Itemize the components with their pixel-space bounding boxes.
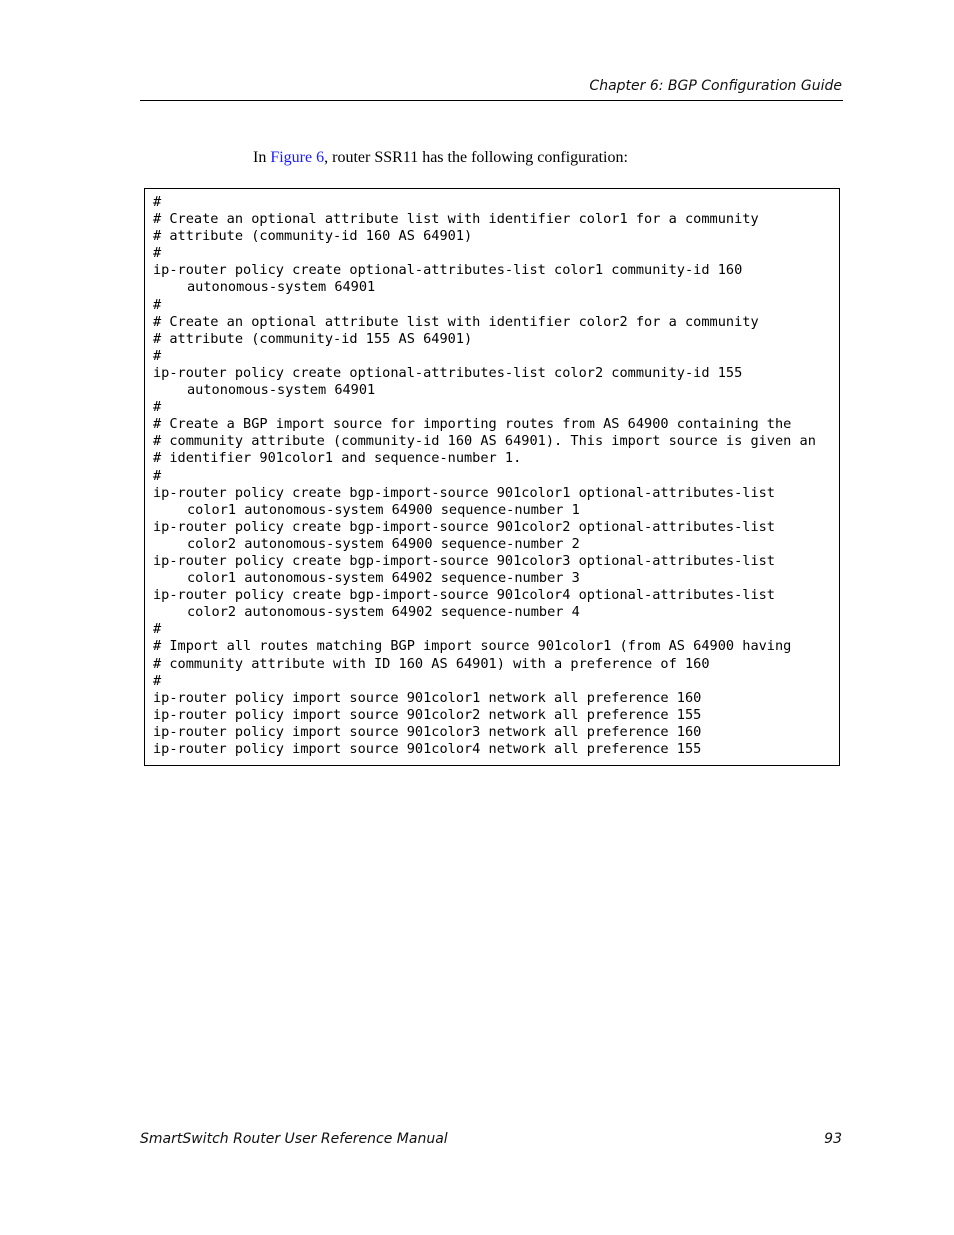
code-line: autonomous-system 64901 — [187, 279, 376, 296]
code-line: # — [153, 347, 162, 364]
code-line: # Create a BGP import source for importing routes from AS 64900 containing the — [153, 416, 792, 433]
intro-paragraph — [253, 149, 628, 167]
code-line: ip-router policy create bgp-import-source 901color3 optional-attributes-list — [153, 552, 775, 569]
code-line: ip-router policy import source 901color1 network all preference 160 — [153, 689, 702, 706]
code-block — [144, 188, 840, 766]
code-line: # community attribute (community-id 160 AS 64901). This import source is given an — [153, 433, 816, 450]
code-line: # Create an optional attribute list with identifier color2 for a community — [153, 313, 759, 330]
code-line: # — [153, 399, 162, 416]
footer-page-number: 93 — [824, 1131, 842, 1147]
code-line: # — [153, 621, 162, 638]
code-line: ip-router policy import source 901color2 network all preference 155 — [153, 706, 702, 723]
code-line: # Create an optional attribute list with identifier color1 for a community — [153, 211, 759, 228]
code-line: # attribute (community-id 155 AS 64901) — [153, 330, 473, 347]
code-line: # — [153, 467, 162, 484]
code-line: ip-router policy create optional-attributes-list color1 community-id 160 — [153, 262, 743, 279]
code-line: ip-router policy create bgp-import-source 901color4 optional-attributes-list — [153, 587, 775, 604]
code-line: # — [153, 194, 162, 210]
code-line: # attribute (community-id 160 AS 64901) — [153, 228, 473, 245]
code-line: color2 autonomous-system 64900 sequence-number 2 — [187, 535, 580, 552]
footer-manual-title: SmartSwitch Router User Reference Manual — [140, 1131, 448, 1147]
code-line: ip-router policy import source 901color3 network all preference 160 — [153, 723, 702, 740]
code-line: # — [153, 245, 162, 262]
code-line: ip-router policy create bgp-import-source 901color2 optional-attributes-list — [153, 518, 775, 535]
code-line: # community attribute with ID 160 AS 64901) with a preference of 160 — [153, 655, 710, 672]
code-line: # — [153, 296, 162, 313]
code-line: color1 autonomous-system 64902 sequence-number 3 — [187, 570, 580, 587]
code-line: ip-router policy create bgp-import-source 901color1 optional-attributes-list — [153, 484, 775, 501]
intro-prefix: In — [253, 149, 271, 166]
code-line: ip-router policy import source 901color4 network all preference 155 — [153, 741, 702, 757]
code-line: color1 autonomous-system 64900 sequence-number 1 — [187, 501, 580, 518]
code-line: # — [153, 672, 162, 689]
intro-suffix: , router SSR11 has the following configuration: — [324, 149, 628, 166]
figure-6-link[interactable]: Figure 6 — [270, 149, 325, 166]
running-header: Chapter 6: BGP Configuration Guide — [589, 78, 842, 94]
code-line: autonomous-system 64901 — [187, 382, 376, 399]
code-line: # Import all routes matching BGP import source 901color1 (from AS 64900 having — [153, 638, 792, 655]
header-rule — [140, 100, 843, 101]
code-line: color2 autonomous-system 64902 sequence-number 4 — [187, 604, 580, 621]
code-line: ip-router policy create optional-attributes-list color2 community-id 155 — [153, 364, 743, 381]
code-line: # identifier 901color1 and sequence-number 1. — [153, 450, 522, 467]
